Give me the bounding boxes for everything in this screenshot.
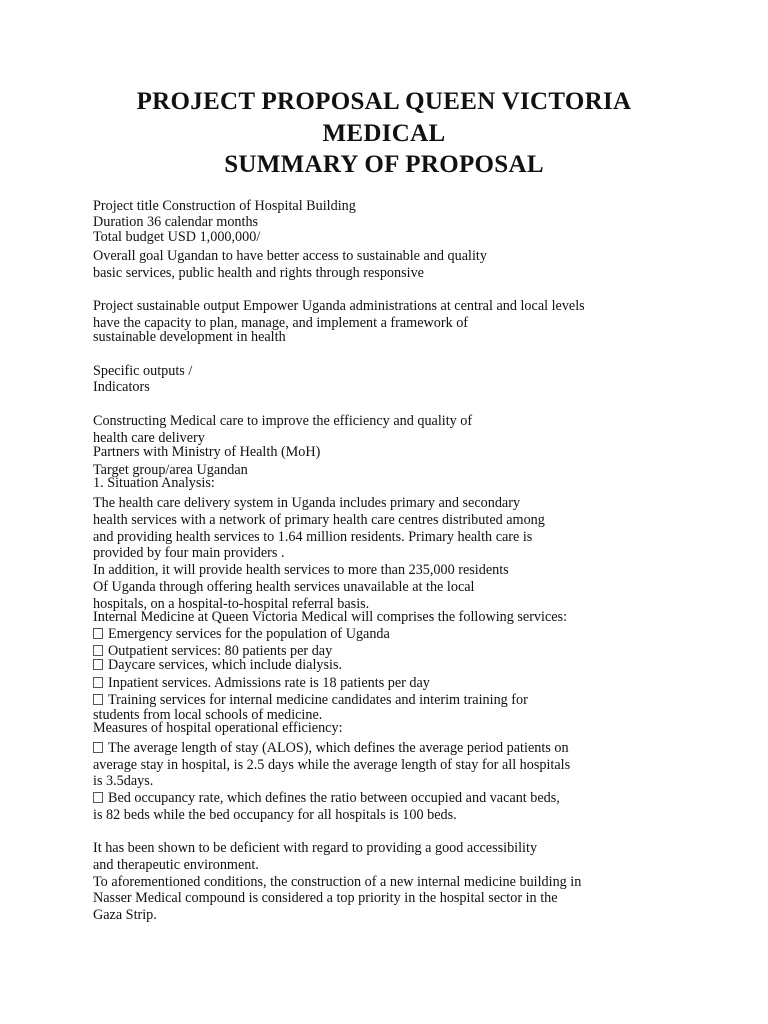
title-line-3: SUMMARY OF PROPOSAL [224, 151, 544, 178]
bullet-box-icon [93, 677, 103, 688]
title-line-1: PROJECT PROPOSAL QUEEN VICTORIA [136, 88, 632, 115]
situation-analysis-heading: 1. Situation Analysis: [93, 475, 215, 491]
constructing-line-1: Constructing Medical care to improve the efficiency and quality of [93, 413, 473, 429]
bullet-box-icon [93, 659, 103, 670]
list-item [93, 626, 390, 642]
partners-line: Partners with Ministry of Health (MoH) [93, 444, 321, 460]
bullet-box-icon [93, 694, 103, 705]
situation-paragraph-line-2: health services with a network of primary health care centres distributed among [93, 512, 545, 528]
list-item-continuation: is 82 beds while the bed occupancy for all hospitals is 100 beds. [93, 807, 457, 823]
list-item-continuation: students from local schools of medicine. [93, 707, 323, 723]
list-item-text: Daycare services, which include dialysis. [108, 657, 343, 673]
list-item [93, 675, 430, 691]
specific-outputs-line: Specific outputs / [93, 363, 193, 379]
target-group-line: Target group/area Ugandan [93, 462, 248, 478]
list-item-text: Outpatient services: 80 patients per day [108, 643, 333, 659]
project-output-line-2: have the capacity to plan, manage, and implement a framework of [93, 315, 469, 331]
indicators-line: Indicators [93, 379, 150, 395]
project-output-line-3: sustainable development in health [93, 329, 286, 345]
project-output-line-1: Project sustainable output Empower Uganda administrations at central and local levels [93, 298, 585, 314]
conclusion-paragraph-line-1: To aforementioned conditions, the construction of a new internal medicine building in [93, 874, 582, 890]
internal-medicine-line: Internal Medicine at Queen Victoria Medical will comprises the following services: [93, 609, 568, 625]
list-item-continuation: is 3.5days. [93, 773, 154, 789]
situation-paragraph-line-1: The health care delivery system in Uganda includes primary and secondary [93, 495, 521, 511]
conclusion-paragraph-line-2: Nasser Medical compound is considered a top priority in the hospital sector in the [93, 890, 558, 906]
situation-paragraph-line-4: provided by four main providers . [93, 545, 285, 561]
list-item [93, 740, 569, 756]
conclusion-paragraph-line-3: Gaza Strip. [93, 907, 157, 923]
list-item [93, 657, 342, 673]
bullet-box-icon [93, 742, 103, 753]
list-item [93, 790, 560, 806]
situation-paragraph-line-3: and providing health services to 1.64 million residents. Primary health care is [93, 529, 533, 545]
project-title-line: Project title Construction of Hospital Building [93, 198, 356, 214]
constructing-line-2: health care delivery [93, 430, 205, 446]
addition-paragraph-line-3: hospitals, on a hospital-to-hospital referral basis. [93, 596, 370, 612]
overall-goal-line-1: Overall goal Ugandan to have better access to sustainable and quality [93, 248, 487, 264]
overall-goal-line-2: basic services, public health and rights through responsive [93, 265, 424, 281]
bullet-box-icon [93, 628, 103, 639]
deficiency-paragraph-line-2: and therapeutic environment. [93, 857, 259, 873]
addition-paragraph-line-2: Of Uganda through offering health services unavailable at the local [93, 579, 475, 595]
duration-line: Duration 36 calendar months [93, 214, 259, 230]
budget-line: Total budget USD 1,000,000/ [93, 229, 261, 245]
list-item-text: Training services for internal medicine candidates and interim training for [108, 692, 528, 708]
list-item-text: Inpatient services. Admissions rate is 18 patients per day [108, 675, 430, 691]
list-item-text: Bed occupancy rate, which defines the ratio between occupied and vacant beds, [108, 790, 560, 806]
list-item-text: Emergency services for the population of Uganda [108, 626, 390, 642]
list-item-text: The average length of stay (ALOS), which defines the average period patients on [108, 740, 569, 756]
list-item [93, 692, 528, 708]
title-line-2: MEDICAL [322, 120, 446, 147]
list-item-continuation: average stay in hospital, is 2.5 days while the average length of stay for all hospitals [93, 757, 571, 773]
addition-paragraph-line-1: In addition, it will provide health services to more than 235,000 residents [93, 562, 509, 578]
efficiency-measures-heading: Measures of hospital operational efficiency: [93, 720, 343, 736]
deficiency-paragraph-line-1: It has been shown to be deficient with regard to providing a good accessibility [93, 840, 538, 856]
bullet-box-icon [93, 792, 103, 803]
bullet-box-icon [93, 645, 103, 656]
